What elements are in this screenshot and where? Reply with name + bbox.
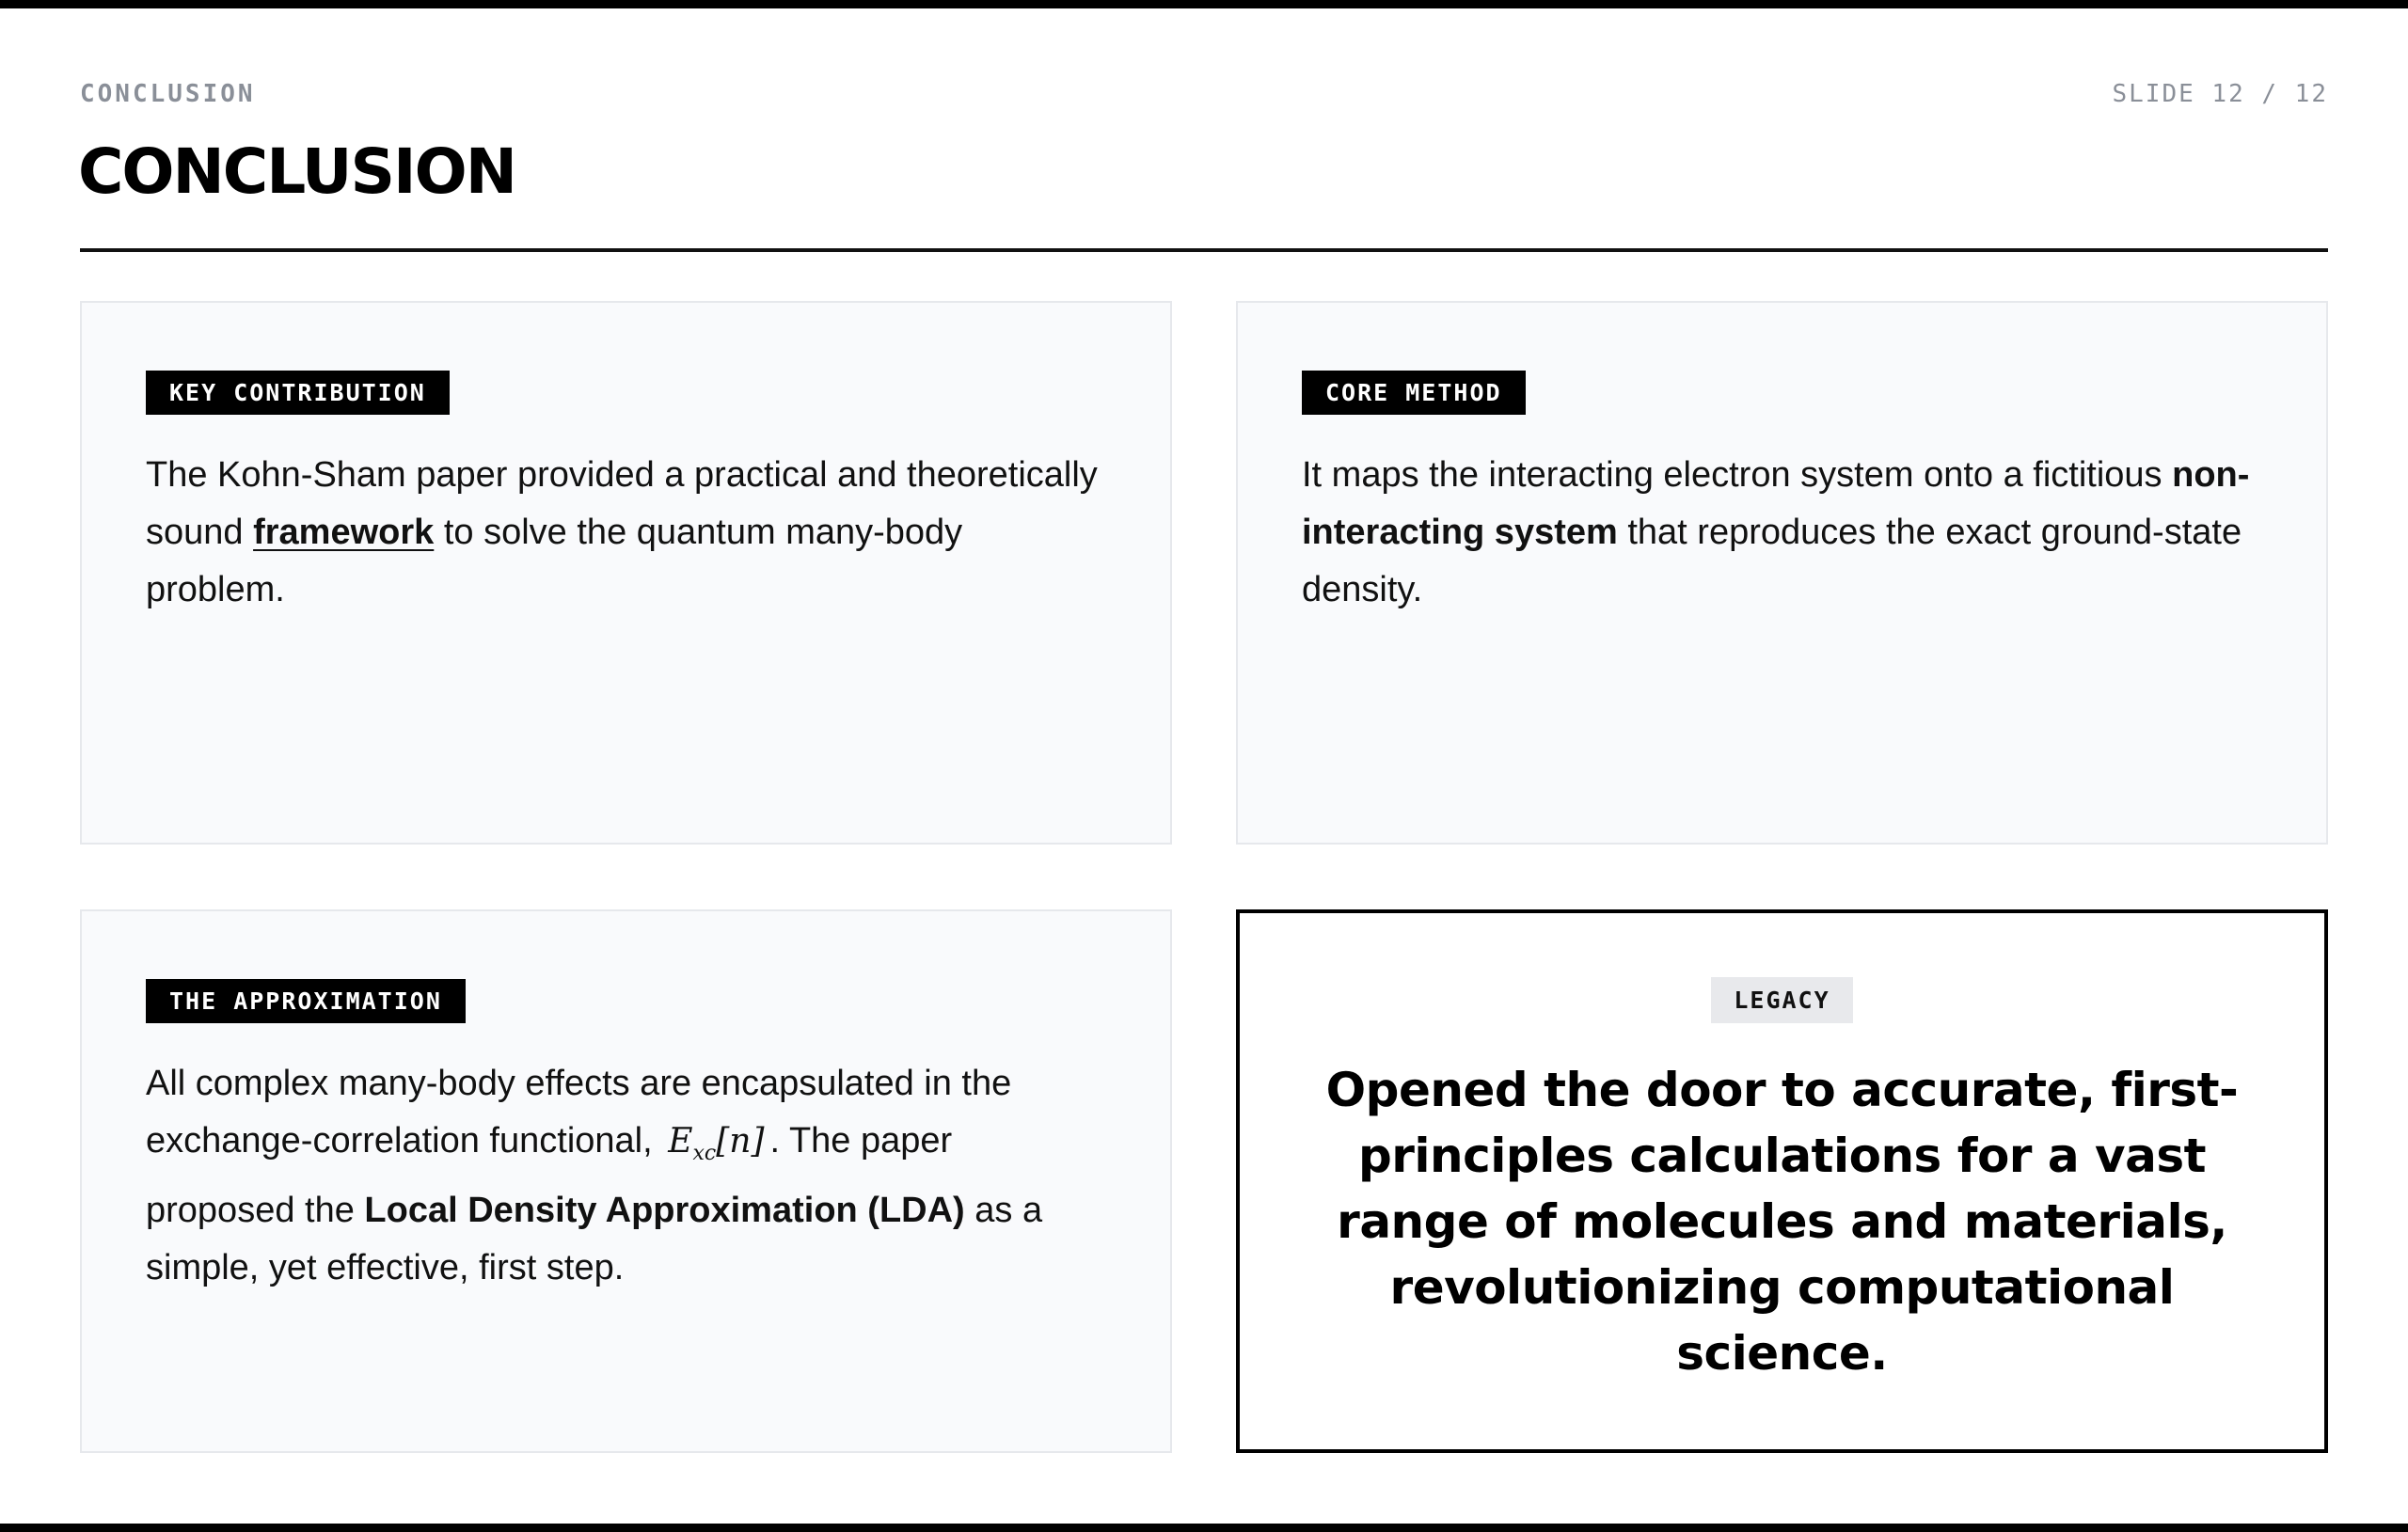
card-text: to solve the quantum many-body problem. [146, 513, 963, 609]
card-approximation [80, 909, 1172, 1453]
math-argument: [n] [716, 1122, 765, 1161]
emphasis-framework: framework [253, 513, 435, 552]
card-text: as a simple, yet effective, first step. [146, 1191, 1043, 1288]
card-body [146, 447, 1106, 619]
card-text: that reproduces the exact ground-state density. [1302, 513, 2242, 609]
card-text: . The paper proposed the [146, 1121, 953, 1231]
section-eyebrow: CONCLUSION [80, 80, 256, 108]
top-border-bar [0, 0, 2408, 8]
emphasis-non-interacting-system: non-interacting system [1302, 455, 2250, 552]
card-text: It maps the interacting electron system onto a fictitious [1302, 455, 2173, 495]
title-divider [80, 248, 2328, 252]
math-base: E [668, 1122, 693, 1161]
slide-counter: SLIDE 12 / 12 [2112, 80, 2328, 108]
card-core-method [1236, 301, 2328, 845]
card-text: The Kohn-Sham paper provided a practical and theoretically sound [146, 455, 1098, 552]
card-tag: THE APPROXIMATION [146, 979, 466, 1023]
card-body [1302, 447, 2262, 619]
card-legacy [1236, 909, 2328, 1453]
bottom-border-bar [0, 1524, 2408, 1532]
math-subscript: xc [692, 1142, 717, 1166]
card-tag: LEGACY [1711, 977, 1852, 1023]
card-tag: KEY CONTRIBUTION [146, 371, 450, 415]
legacy-statement: Opened the door to accurate, first-principles calculations for a vast range of molecules and materials, revolutionizing computational science. [1325, 1062, 2239, 1381]
card-key-contribution [80, 301, 1172, 845]
card-body [146, 1055, 1106, 1297]
card-tag: CORE METHOD [1302, 371, 1526, 415]
page-title: CONCLUSION [78, 135, 515, 208]
emphasis-lda: Local Density Approximation (LDA) [364, 1191, 965, 1231]
math-exc-functional [668, 1122, 765, 1166]
card-text: All complex many-body effects are encapsulated in the exchange-correlation functional, [146, 1064, 1012, 1161]
